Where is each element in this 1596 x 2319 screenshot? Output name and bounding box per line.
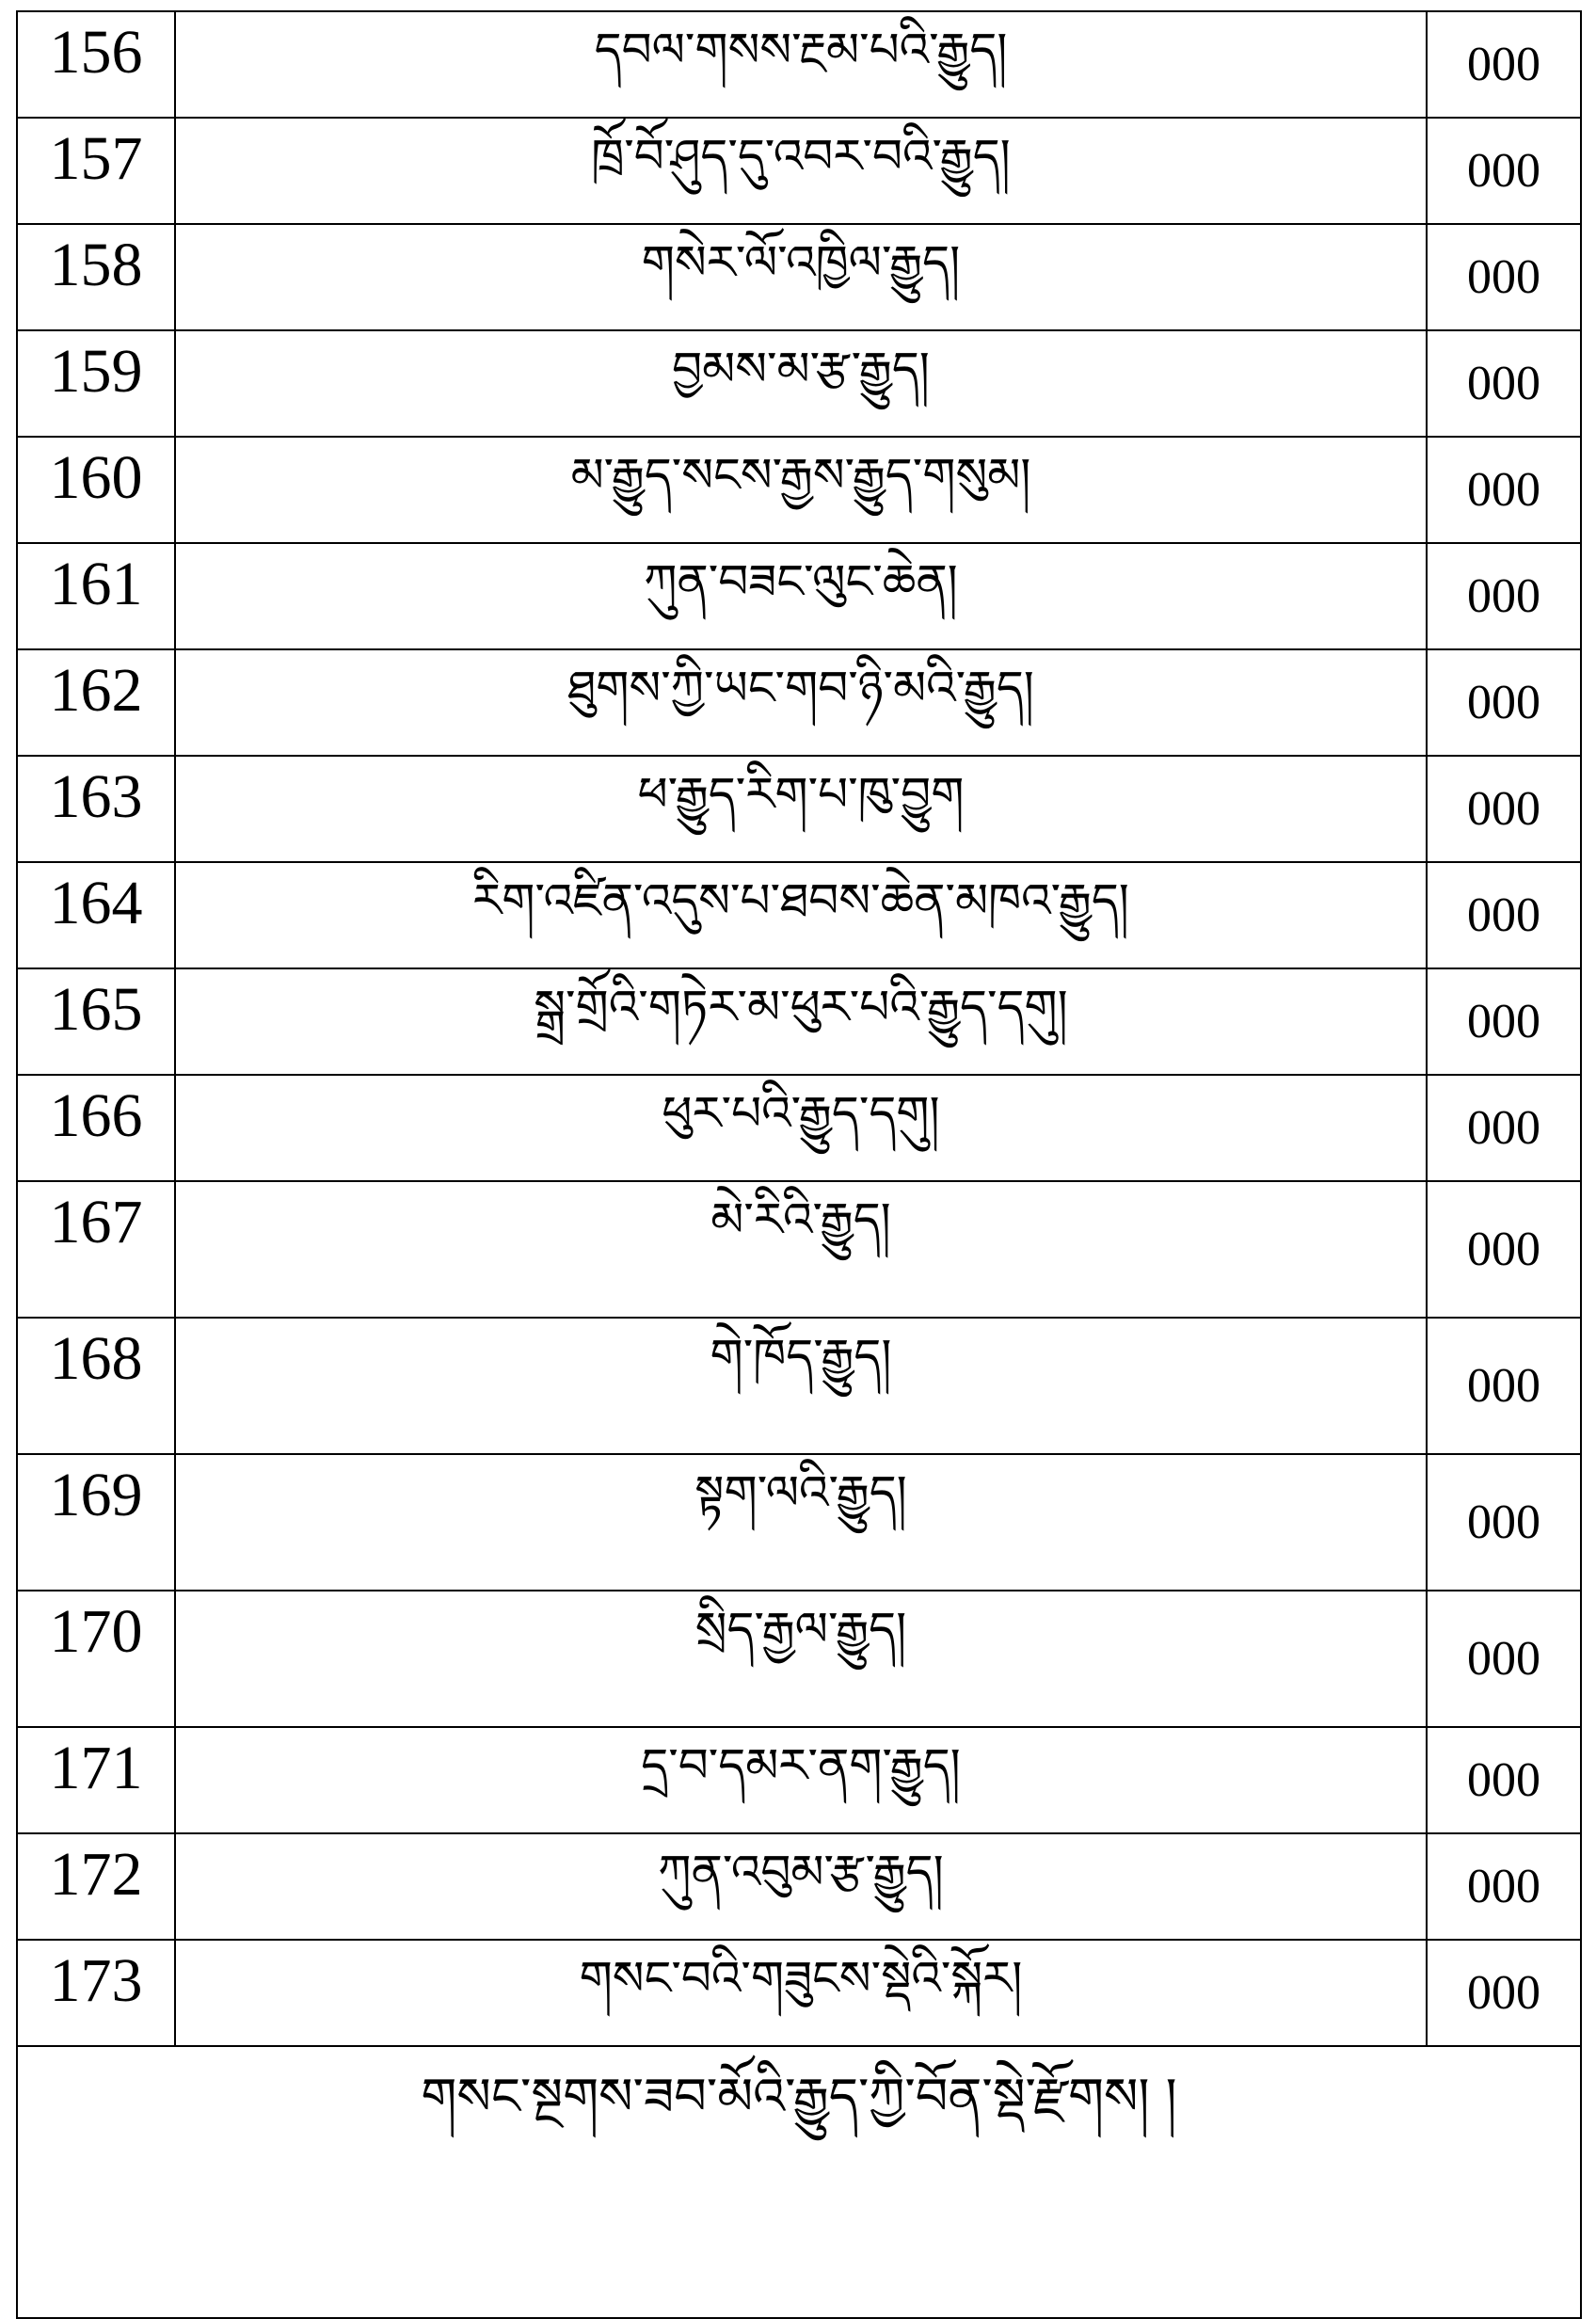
- entry-title: གསང་བའི་གཟུངས་སྡེའི་སྐོར།: [175, 1940, 1427, 2046]
- entry-number: 170: [17, 1591, 175, 1727]
- table-row: [17, 649, 1581, 756]
- entry-number: 160: [17, 437, 175, 543]
- entry-title: དྲ་བ་དམར་ནག་རྒྱུད།: [175, 1727, 1427, 1833]
- entry-page-number: 000: [1427, 756, 1581, 862]
- entry-page-number: 000: [1427, 1075, 1581, 1181]
- entry-title: མ་རྒྱུད་སངས་རྒྱས་རྒྱུད་གསུམ།: [175, 437, 1427, 543]
- entry-page-number: 000: [1427, 1591, 1581, 1727]
- entry-title: མེ་རིའི་རྒྱུད།: [175, 1181, 1427, 1318]
- table-row: [17, 1591, 1581, 1727]
- entry-title: སྒྲ་གྲོའི་གཏེར་མ་ཕུར་པའི་རྒྱུད་དགུ།: [175, 968, 1427, 1075]
- entry-number: 158: [17, 224, 175, 330]
- entry-number: 163: [17, 756, 175, 862]
- entry-title: སྲིད་རྒྱལ་རྒྱུད།: [175, 1591, 1427, 1727]
- entry-number: 167: [17, 1181, 175, 1318]
- entry-page-number: 000: [1427, 968, 1581, 1075]
- entry-page-number: 000: [1427, 1833, 1581, 1940]
- entry-number: 173: [17, 1940, 175, 2046]
- entry-page-number: 000: [1427, 330, 1581, 437]
- entry-title: ཕུར་པའི་རྒྱུད་དགུ།: [175, 1075, 1427, 1181]
- entry-number: 165: [17, 968, 175, 1075]
- entry-page-number: 000: [1427, 1181, 1581, 1318]
- entry-title: རིག་འཛིན་འདུས་པ་ཐབས་ཆེན་མཁའ་རྒྱུད།: [175, 862, 1427, 968]
- table-row: [17, 1075, 1581, 1181]
- entry-page-number: 000: [1427, 224, 1581, 330]
- entry-title: སྟག་ལའི་རྒྱུད།: [175, 1454, 1427, 1591]
- entry-title: ཕ་རྒྱུད་རིག་པ་ཁུ་བྱུག: [175, 756, 1427, 862]
- entry-title: དབལ་གསས་རྔམ་པའི་རྒྱུད།: [175, 11, 1427, 118]
- footer-row: [17, 2046, 1581, 2318]
- entry-number: 157: [17, 118, 175, 224]
- entry-number: 168: [17, 1318, 175, 1454]
- table-body: [17, 11, 1581, 2318]
- entry-title: བྱམས་མ་རྩ་རྒྱུད།: [175, 330, 1427, 437]
- entry-title: ཐུགས་ཀྱི་ཡང་གབ་ཉི་མའི་རྒྱུད།: [175, 649, 1427, 756]
- table-row: [17, 437, 1581, 543]
- table-row: [17, 1454, 1581, 1591]
- entry-page-number: 000: [1427, 1940, 1581, 2046]
- entry-number: 159: [17, 330, 175, 437]
- table-row: [17, 756, 1581, 862]
- entry-number: 166: [17, 1075, 175, 1181]
- section-end-text: གསང་སྔགས་ཟབ་མོའི་རྒྱུད་ཀྱི་བོན་སྡེ་རྫོགས། །: [421, 2067, 1177, 2126]
- entry-number: 162: [17, 649, 175, 756]
- table-row: [17, 543, 1581, 649]
- table-row: [17, 224, 1581, 330]
- table-row: [17, 1833, 1581, 1940]
- entry-page-number: 000: [1427, 1454, 1581, 1591]
- entry-number: 161: [17, 543, 175, 649]
- entry-page-number: 000: [1427, 1727, 1581, 1833]
- contents-table: [16, 10, 1582, 2319]
- table-row: [17, 118, 1581, 224]
- table-row: [17, 330, 1581, 437]
- table-row: [17, 862, 1581, 968]
- table-row: [17, 1318, 1581, 1454]
- entry-page-number: 000: [1427, 1318, 1581, 1454]
- footer-cell: [17, 2046, 1581, 2318]
- entry-page-number: 000: [1427, 437, 1581, 543]
- table-row: [17, 968, 1581, 1075]
- entry-title: གེ་ཁོད་རྒྱུད།: [175, 1318, 1427, 1454]
- entry-title: ཀུན་བཟང་ལུང་ཆེན།: [175, 543, 1427, 649]
- table-row: [17, 1727, 1581, 1833]
- entry-page-number: 000: [1427, 118, 1581, 224]
- entry-page-number: 000: [1427, 543, 1581, 649]
- table-row: [17, 1940, 1581, 2046]
- entry-number: 156: [17, 11, 175, 118]
- table-row: [17, 1181, 1581, 1318]
- entry-page-number: 000: [1427, 649, 1581, 756]
- entry-page-number: 000: [1427, 862, 1581, 968]
- entry-number: 169: [17, 1454, 175, 1591]
- entry-page-number: 000: [1427, 11, 1581, 118]
- entry-number: 164: [17, 862, 175, 968]
- entry-title: ཁྲོ་བོ་ཤུད་དུ་འབར་བའི་རྒྱུད།: [175, 118, 1427, 224]
- table-row: [17, 11, 1581, 118]
- entry-number: 171: [17, 1727, 175, 1833]
- entry-title: ཀུན་འབུམ་རྩ་རྒྱུད།: [175, 1833, 1427, 1940]
- entry-title: གསེར་ལོ་འཁྱིལ་རྒྱུད།: [175, 224, 1427, 330]
- entry-number: 172: [17, 1833, 175, 1940]
